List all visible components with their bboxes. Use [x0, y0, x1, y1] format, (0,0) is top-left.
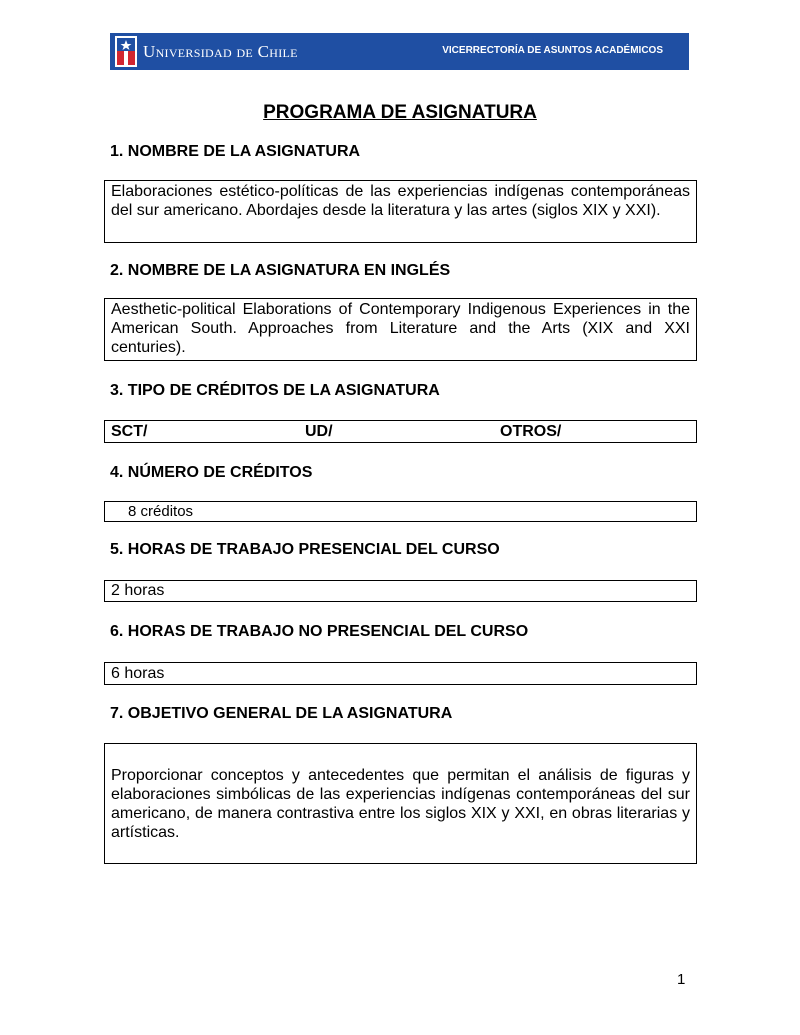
in-person-hours: 2 horas: [111, 582, 165, 599]
credit-type-ud: UD/: [305, 423, 333, 440]
course-name: Elaboraciones estético-políticas de las experiencias indígenas contemporáneas del sur americano. Abordajes desde la literatura y las artes (siglos XIX y XXI).: [111, 183, 690, 219]
page-number: 1: [677, 971, 686, 988]
credit-type-otros: OTROS/: [500, 423, 562, 440]
section-4-heading: 4. NÚMERO DE CRÉDITOS: [110, 464, 313, 481]
section-5-heading: 5. HORAS DE TRABAJO PRESENCIAL DEL CURSO: [110, 541, 500, 558]
credit-type-sct: SCT/: [111, 423, 148, 440]
section-6-heading: 6. HORAS DE TRABAJO NO PRESENCIAL DEL CURSO: [110, 623, 529, 640]
section-1-box: [104, 180, 697, 243]
section-1-heading: 1. NOMBRE DE LA ASIGNATURA: [110, 143, 361, 160]
section-3-box: [104, 420, 697, 443]
section-2-heading: 2. NOMBRE DE LA ASIGNATURA EN INGLÉS: [110, 262, 451, 279]
section-6-box: [104, 662, 697, 685]
university-crest-icon: [115, 36, 137, 67]
office-name: VICERRECTORÍA DE ASUNTOS ACADÉMICOS: [442, 45, 663, 56]
section-4-box: [104, 501, 697, 522]
section-2-box: [104, 298, 697, 361]
section-7-box: [104, 743, 697, 864]
credit-count: 8 créditos: [128, 503, 194, 520]
course-name-english: Aesthetic-political Elaborations of Contemporary Indigenous Experiences in the American South. Approaches from Literature and the Arts (XIX and XXI centuries).: [111, 301, 690, 356]
header-banner: [110, 33, 689, 70]
section-3-heading: 3. TIPO DE CRÉDITOS DE LA ASIGNATURA: [110, 382, 440, 399]
section-7-heading: 7. OBJETIVO GENERAL DE LA ASIGNATURA: [110, 705, 453, 722]
university-name: Universidad de Chile: [143, 42, 298, 61]
section-5-box: [104, 580, 697, 602]
general-objective: Proporcionar conceptos y antecedentes que permitan el análisis de figuras y elaboraciones simbólicas de las experiencias indígenas contemporáneas del sur americano, de manera contrastiva entre los siglos XIX y XXI, en obras literarias y artísticas.: [111, 767, 690, 841]
credit-type-row: [105, 421, 696, 442]
page-title: PROGRAMA DE ASIGNATURA: [263, 102, 537, 123]
off-site-hours: 6 horas: [111, 665, 165, 682]
